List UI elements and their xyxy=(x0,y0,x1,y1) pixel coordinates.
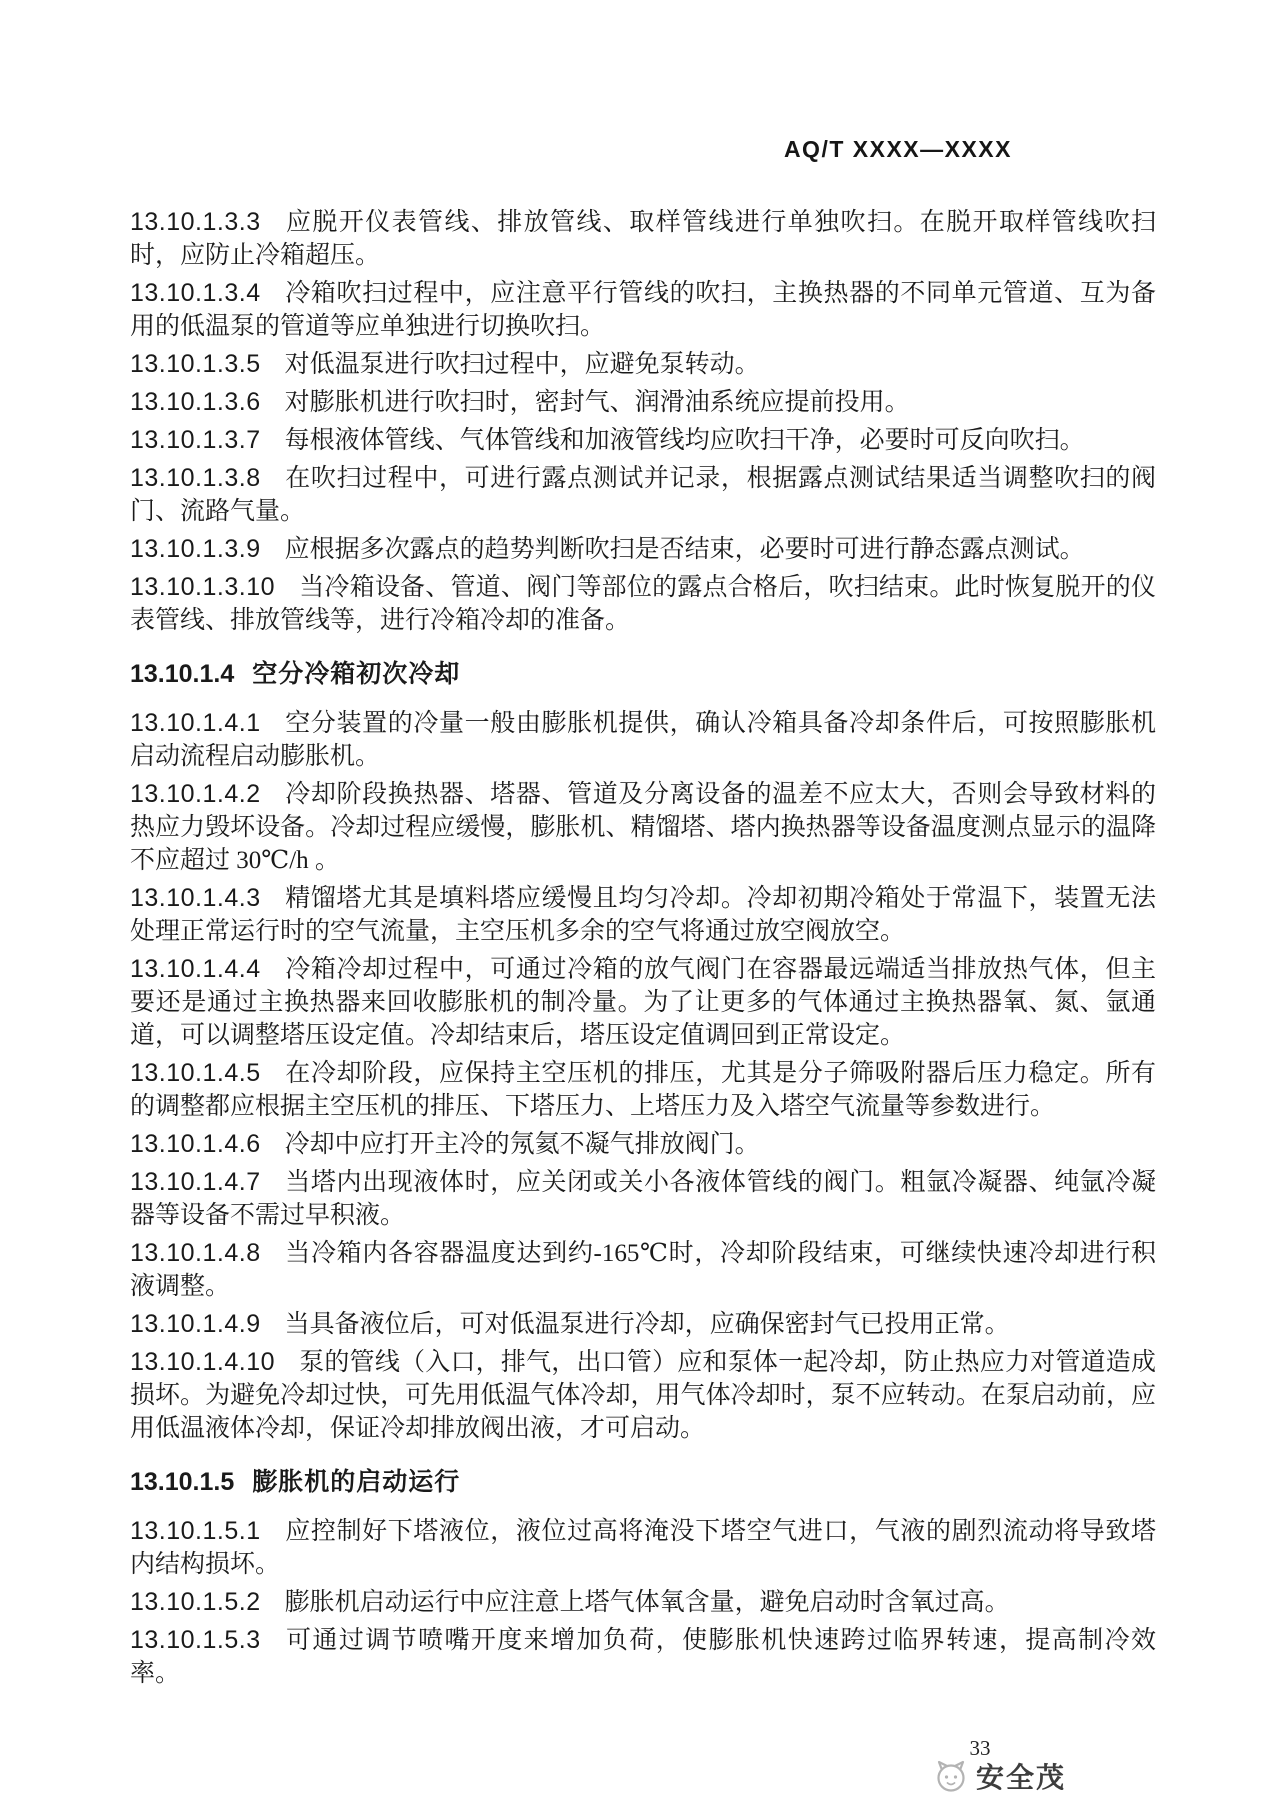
clause-number: 13.10.1.4.5 xyxy=(130,1059,261,1087)
clause-paragraph xyxy=(130,953,1156,1052)
clause-text: 当冷箱内各容器温度达到约-165℃时，冷却阶段结束，可继续快速冷却进行积液调整。 xyxy=(130,1240,1156,1300)
clause-number: 13.10.1.3.8 xyxy=(130,464,261,492)
section-heading xyxy=(130,658,1156,691)
clause-number: 13.10.1.4.3 xyxy=(130,884,261,912)
clause-paragraph xyxy=(130,1624,1156,1690)
section-number: 13.10.1.5 xyxy=(130,1468,235,1496)
clause-text: 冷却中应打开主冷的氖氦不凝气排放阀门。 xyxy=(284,1131,760,1158)
cat-mascot-icon xyxy=(933,1758,969,1794)
clause-paragraph xyxy=(130,1586,1156,1619)
clause-paragraph xyxy=(130,707,1156,773)
clause-number: 13.10.1.4.4 xyxy=(130,955,261,983)
clause-text: 每根液体管线、气体管线和加液管线均应吹扫干净，必要时可反向吹扫。 xyxy=(284,427,1085,454)
clause-paragraph xyxy=(130,778,1156,877)
clause-text: 泵的管线（入口，排气，出口管）应和泵体一起冷却，防止热应力对管道造成损坏。为避免冷却过快，可先用低温气体冷却，用气体冷却时，泵不应转动。在泵启动前，应用低温液体冷却，保证冷却排放阀出液，才可启动。 xyxy=(130,1349,1156,1442)
clause-text: 对膨胀机进行吹扫时，密封气、润滑油系统应提前投用。 xyxy=(284,389,910,416)
clause-text: 空分装置的冷量一般由膨胀机提供，确认冷箱具备冷却条件后，可按照膨胀机启动流程启动膨胀机。 xyxy=(130,710,1156,770)
clause-paragraph xyxy=(130,1515,1156,1581)
clause-number: 13.10.1.3.9 xyxy=(130,535,261,563)
clause-paragraph xyxy=(130,348,1156,381)
clause-paragraph xyxy=(130,386,1156,419)
clause-paragraph xyxy=(130,533,1156,566)
clause-paragraph xyxy=(130,424,1156,457)
clause-paragraph xyxy=(130,277,1156,343)
clause-text: 应控制好下塔液位，液位过高将淹没下塔空气进口，气液的剧烈流动将导致塔内结构损坏。 xyxy=(130,1518,1156,1578)
clause-paragraph xyxy=(130,1308,1156,1341)
section-heading xyxy=(130,1466,1156,1499)
clause-number: 13.10.1.3.3 xyxy=(130,208,261,236)
clause-number: 13.10.1.3.10 xyxy=(130,573,276,601)
clause-number: 13.10.1.3.5 xyxy=(130,350,261,378)
clause-number: 13.10.1.4.8 xyxy=(130,1239,261,1267)
clause-number: 13.10.1.5.2 xyxy=(130,1588,261,1616)
clause-text: 应根据多次露点的趋势判断吹扫是否结束，必要时可进行静态露点测试。 xyxy=(284,536,1085,563)
page-number: 33 xyxy=(969,1736,991,1760)
clause-paragraph xyxy=(130,1057,1156,1123)
clause-text: 当具备液位后，可对低温泵进行冷却，应确保密封气已投用正常。 xyxy=(284,1311,1010,1338)
clause-paragraph xyxy=(130,1128,1156,1161)
clause-number: 13.10.1.4.1 xyxy=(130,709,261,737)
clause-text: 在冷却阶段，应保持主空压机的排压，尤其是分子筛吸附器后压力稳定。所有的调整都应根据主空压机的排压、下塔压力、上塔压力及入塔空气流量等参数进行。 xyxy=(130,1060,1156,1120)
document-content xyxy=(130,206,1156,1695)
clause-text: 对低温泵进行吹扫过程中，应避免泵转动。 xyxy=(284,351,760,378)
clause-paragraph xyxy=(130,206,1156,272)
clause-text: 膨胀机启动运行中应注意上塔气体氧含量，避免启动时含氧过高。 xyxy=(284,1589,1010,1616)
clause-text: 冷箱吹扫过程中，应注意平行管线的吹扫，主换热器的不同单元管道、互为备用的低温泵的管道等应单独进行切换吹扫。 xyxy=(130,280,1156,340)
page-header xyxy=(0,136,1012,163)
standard-number: AQ/T XXXX—XXXX xyxy=(783,136,1012,162)
clause-paragraph xyxy=(130,882,1156,948)
clause-number: 13.10.1.4.10 xyxy=(130,1348,276,1376)
section-title: 空分冷箱初次冷却 xyxy=(252,660,461,688)
clause-paragraph xyxy=(130,1166,1156,1232)
clause-paragraph xyxy=(130,462,1156,528)
clause-text: 当塔内出现液体时，应关闭或关小各液体管线的阀门。粗氩冷凝器、纯氩冷凝器等设备不需过早积液。 xyxy=(130,1169,1156,1229)
clause-text: 应脱开仪表管线、排放管线、取样管线进行单独吹扫。在脱开取样管线吹扫时，应防止冷箱超压。 xyxy=(130,209,1156,269)
clause-text: 冷箱冷却过程中，可通过冷箱的放气阀门在容器最远端适当排放热气体，但主要还是通过主换热器来回收膨胀机的制冷量。为了让更多的气体通过主换热器氧、氮、氩通道，可以调整塔压设定值。冷却结束后，塔压设定值调回到正常设定。 xyxy=(130,956,1156,1049)
clause-text: 可通过调节喷嘴开度来增加负荷，使膨胀机快速跨过临界转速，提高制冷效率。 xyxy=(130,1627,1156,1687)
clause-number: 13.10.1.5.3 xyxy=(130,1626,261,1654)
clause-text: 精馏塔尤其是填料塔应缓慢且均匀冷却。冷却初期冷箱处于常温下，装置无法处理正常运行时的空气流量，主空压机多余的空气将通过放空阀放空。 xyxy=(130,885,1156,945)
clause-number: 13.10.1.4.7 xyxy=(130,1168,261,1196)
clause-text: 在吹扫过程中，可进行露点测试并记录，根据露点测试结果适当调整吹扫的阀门、流路气量。 xyxy=(130,465,1156,525)
clause-number: 13.10.1.4.6 xyxy=(130,1130,261,1158)
clause-text: 冷却阶段换热器、塔器、管道及分离设备的温差不应太大，否则会导致材料的热应力毁坏设备。冷却过程应缓慢，膨胀机、精馏塔、塔内换热器等设备温度测点显示的温降不应超过 30℃/h 。 xyxy=(130,781,1156,874)
watermark-text: 安全茂 xyxy=(976,1762,1067,1793)
clause-text: 当冷箱设备、管道、阀门等部位的露点合格后，吹扫结束。此时恢复脱开的仪表管线、排放管线等，进行冷箱冷却的准备。 xyxy=(130,574,1156,634)
watermark xyxy=(933,1756,1066,1796)
clause-number: 13.10.1.5.1 xyxy=(130,1517,261,1545)
clause-number: 13.10.1.3.7 xyxy=(130,426,261,454)
clause-paragraph xyxy=(130,571,1156,637)
section-title: 膨胀机的启动运行 xyxy=(252,1468,461,1496)
clause-paragraph xyxy=(130,1237,1156,1303)
clause-number: 13.10.1.3.6 xyxy=(130,388,261,416)
clause-number: 13.10.1.4.9 xyxy=(130,1310,261,1338)
section-number: 13.10.1.4 xyxy=(130,660,235,688)
clause-paragraph xyxy=(130,1346,1156,1445)
clause-number: 13.10.1.4.2 xyxy=(130,780,261,808)
clause-number: 13.10.1.3.4 xyxy=(130,279,261,307)
